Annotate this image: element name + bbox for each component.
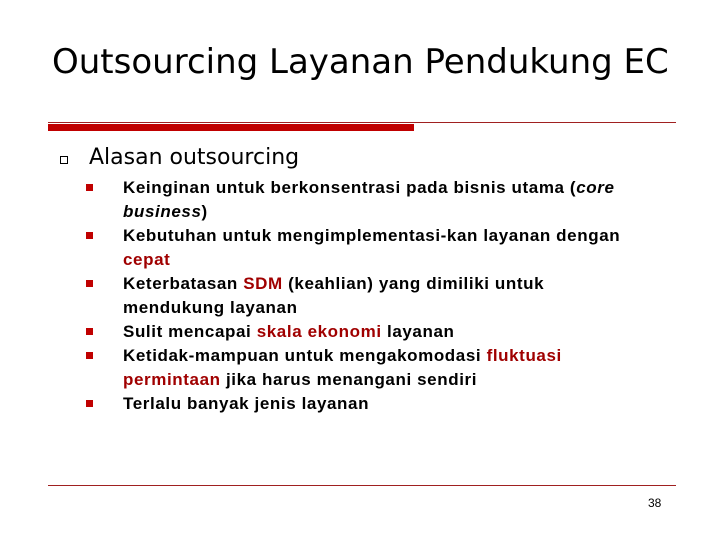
- reason-list: [86, 176, 646, 416]
- square-bullet-icon: [86, 232, 93, 239]
- square-bullet-icon: [86, 352, 93, 359]
- text-part: Kebutuhan untuk mengimplementasi-kan layanan dengan: [123, 226, 621, 245]
- list-item: [86, 176, 646, 224]
- list-item: [86, 224, 646, 272]
- text-part: Terlalu banyak jenis layanan: [123, 394, 370, 413]
- level1-text: Alasan outsourcing: [89, 145, 300, 170]
- square-bullet-icon: [86, 280, 93, 287]
- text-part: Ketidak-mampuan untuk mengakomodasi: [123, 346, 487, 365]
- title-underline: [48, 122, 676, 123]
- hollow-square-bullet-icon: [60, 156, 68, 164]
- list-item-text: [123, 344, 646, 392]
- text-part: layanan: [381, 322, 455, 341]
- square-bullet-icon: [86, 328, 93, 335]
- highlight-term: fluktuasi permintaan: [123, 346, 562, 389]
- square-bullet-icon: [86, 184, 93, 191]
- list-item: [86, 272, 646, 320]
- list-item: [86, 320, 646, 344]
- list-item-text: [123, 272, 646, 320]
- highlight-term: SDM: [243, 274, 283, 293]
- list-item-text: [123, 224, 646, 272]
- square-bullet-icon: [86, 400, 93, 407]
- list-item: [86, 344, 646, 392]
- text-part: jika harus menangani sendiri: [220, 370, 478, 389]
- text-part: Keinginan untuk berkonsentrasi pada bisnis utama (: [123, 178, 577, 197]
- list-item-text: [123, 392, 646, 416]
- text-part: Keterbatasan: [123, 274, 244, 293]
- italic-term: core business: [123, 178, 615, 221]
- page-number: 38: [648, 496, 662, 510]
- list-item-text: [123, 176, 646, 224]
- highlight-term: cepat: [123, 250, 171, 269]
- text-part: Sulit mencapai: [123, 322, 257, 341]
- highlight-term: skala ekonomi: [256, 322, 382, 341]
- footer-rule: [48, 485, 676, 486]
- text-part: ): [201, 202, 208, 221]
- title-accent-bar: [48, 124, 414, 131]
- text-part: (keahlian) yang dimiliki untuk mendukung layanan: [123, 274, 545, 317]
- slide-title: Outsourcing Layanan Pendukung EC: [52, 42, 669, 82]
- list-item-text: [123, 320, 646, 344]
- list-item: [86, 392, 646, 416]
